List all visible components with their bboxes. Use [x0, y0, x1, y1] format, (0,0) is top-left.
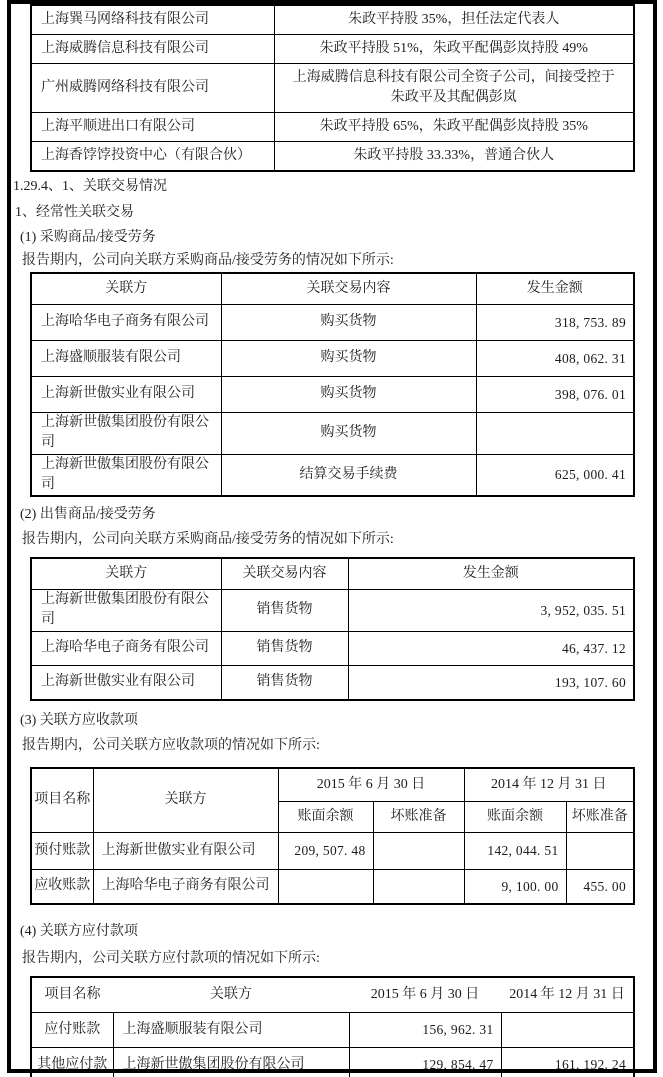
- cell-amount: 161, 192. 24: [501, 1047, 634, 1077]
- table-row: [31, 1012, 634, 1047]
- column-header-bad-debt: 坏账准备: [373, 801, 464, 832]
- cell-party: 上海哈华电子商务有限公司: [31, 305, 221, 341]
- cell-content: 购买货物: [221, 413, 476, 455]
- cell-amount: [373, 832, 464, 869]
- table-row: [31, 341, 634, 377]
- table-row: [31, 377, 634, 413]
- cell-party: 上海新世傲集团股份有限公司: [31, 413, 221, 455]
- column-header-content: 关联交易内容: [221, 273, 476, 305]
- column-header-content: 关联交易内容: [221, 558, 348, 590]
- purchases-intro: 报告期内，公司向关联方采购商品/接受劳务的情况如下所示:: [22, 253, 394, 268]
- column-header-period1: 2015 年 6 月 30 日: [349, 977, 501, 1013]
- cell-item: 应付账款: [31, 1012, 113, 1047]
- purchases-table: [30, 272, 635, 497]
- cell-party: 上海新世傲实业有限公司: [31, 377, 221, 413]
- cell-amount: 625, 000. 41: [476, 454, 634, 496]
- cell-amount: 398, 076. 01: [476, 377, 634, 413]
- column-header-amount: 发生金额: [348, 558, 634, 590]
- table-row: [31, 1047, 634, 1077]
- column-header-party: 关联方: [93, 768, 278, 833]
- subsection-heading: 1、经常性关联交易: [15, 205, 134, 220]
- cell-company-name: 上海平顺进出口有限公司: [31, 113, 274, 142]
- table-row: [31, 454, 634, 496]
- cell-content: 购买货物: [221, 305, 476, 341]
- column-header-bad-debt: 坏账准备: [566, 801, 634, 832]
- payables-table: [30, 976, 635, 1077]
- cell-item: 预付账款: [31, 832, 93, 869]
- column-header-period1: 2015 年 6 月 30 日: [278, 768, 464, 802]
- cell-party: 上海哈华电子商务有限公司: [93, 869, 278, 904]
- table-row: [31, 142, 634, 172]
- cell-amount: 129, 854. 47: [349, 1047, 501, 1077]
- cell-party: 上海盛顺服装有限公司: [113, 1012, 349, 1047]
- table-row: [31, 869, 634, 904]
- column-header-party: 关联方: [31, 558, 221, 590]
- table-row: [31, 413, 634, 455]
- cell-relationship: 上海威腾信息科技有限公司全资子公司，间接受控于朱政平及其配偶彭岚: [274, 64, 634, 113]
- cell-party: 上海新世傲集团股份有限公司: [113, 1047, 349, 1077]
- receivables-table: [30, 767, 635, 905]
- cell-company-name: 上海香饽饽投资中心（有限合伙）: [31, 142, 274, 172]
- table-row: [31, 832, 634, 869]
- cell-amount: [566, 832, 634, 869]
- column-header-period2: 2014 年 12 月 31 日: [464, 768, 634, 802]
- receivables-intro: 报告期内，公司关联方应收款项的情况如下所示:: [22, 737, 320, 753]
- column-header-item: 项目名称: [31, 977, 113, 1013]
- section-heading: 1.29.4、1、关联交易情况: [13, 179, 167, 194]
- cell-relationship: 朱政平持股 35%，担任法定代表人: [274, 5, 634, 35]
- cell-amount: 3, 952, 035. 51: [348, 590, 634, 632]
- column-header-party: 关联方: [113, 977, 349, 1013]
- column-header-item: 项目名称: [31, 768, 93, 833]
- cell-amount: [373, 869, 464, 904]
- cell-content: 购买货物: [221, 377, 476, 413]
- cell-amount: 408, 062. 31: [476, 341, 634, 377]
- cell-content: 购买货物: [221, 341, 476, 377]
- cell-party: 上海哈华电子商务有限公司: [31, 631, 221, 665]
- cell-party: 上海盛顺服装有限公司: [31, 341, 221, 377]
- cell-amount: 209, 507. 48: [278, 832, 373, 869]
- cell-party: 上海新世傲集团股份有限公司: [31, 454, 221, 496]
- cell-party: 上海新世傲实业有限公司: [31, 665, 221, 700]
- cell-amount: 318, 753. 89: [476, 305, 634, 341]
- table-header-row: [31, 273, 634, 305]
- table-row: [31, 665, 634, 700]
- column-header-balance: 账面余额: [278, 801, 373, 832]
- cell-amount: 46, 437. 12: [348, 631, 634, 665]
- table-row: [31, 631, 634, 665]
- cell-party: 上海新世傲集团股份有限公司: [31, 590, 221, 632]
- column-header-balance: 账面余额: [464, 801, 566, 832]
- cell-amount: [501, 1012, 634, 1047]
- column-header-amount: 发生金额: [476, 273, 634, 305]
- cell-content: 销售货物: [221, 631, 348, 665]
- cell-item: 应收账款: [31, 869, 93, 904]
- related-parties-table: [30, 4, 635, 172]
- table-header-row: [31, 977, 634, 1013]
- cell-relationship: 朱政平持股 33.33%，普通合伙人: [274, 142, 634, 172]
- cell-content: 销售货物: [221, 665, 348, 700]
- cell-amount: 142, 044. 51: [464, 832, 566, 869]
- column-header-period2: 2014 年 12 月 31 日: [501, 977, 634, 1013]
- payables-intro: 报告期内，公司关联方应付款项的情况如下所示:: [22, 950, 320, 966]
- cell-company-name: 广州威腾网络科技有限公司: [31, 64, 274, 113]
- table-header-row: [31, 558, 634, 590]
- table-row: [31, 305, 634, 341]
- cell-relationship: 朱政平持股 65%，朱政平配偶彭岚持股 35%: [274, 113, 634, 142]
- page-content: [12, 4, 651, 1077]
- cell-company-name: 上海威腾信息科技有限公司: [31, 35, 274, 64]
- cell-amount: 9, 100. 00: [464, 869, 566, 904]
- sales-table: [30, 557, 635, 701]
- cell-party: 上海新世傲实业有限公司: [93, 832, 278, 869]
- table-row: [31, 64, 634, 113]
- cell-amount: [278, 869, 373, 904]
- sales-title: (2) 出售商品/接受劳务: [20, 507, 156, 523]
- cell-item: 其他应付款: [31, 1047, 113, 1077]
- table-row: [31, 35, 634, 64]
- table-row: [31, 590, 634, 632]
- cell-amount: [476, 413, 634, 455]
- table-row: [31, 113, 634, 142]
- payables-title: (4) 关联方应付款项: [20, 923, 138, 939]
- cell-amount: 455. 00: [566, 869, 634, 904]
- column-header-party: 关联方: [31, 273, 221, 305]
- table-row: [31, 5, 634, 35]
- sales-intro: 报告期内，公司向关联方采购商品/接受劳务的情况如下所示:: [22, 532, 394, 548]
- cell-content: 结算交易手续费: [221, 454, 476, 496]
- cell-amount: 156, 962. 31: [349, 1012, 501, 1047]
- receivables-title: (3) 关联方应收款项: [20, 712, 138, 728]
- cell-relationship: 朱政平持股 51%，朱政平配偶彭岚持股 49%: [274, 35, 634, 64]
- table-header-row: [31, 768, 634, 802]
- purchases-title: (1) 采购商品/接受劳务: [20, 230, 156, 245]
- cell-content: 销售货物: [221, 590, 348, 632]
- cell-company-name: 上海巽马网络科技有限公司: [31, 5, 274, 35]
- cell-amount: 193, 107. 60: [348, 665, 634, 700]
